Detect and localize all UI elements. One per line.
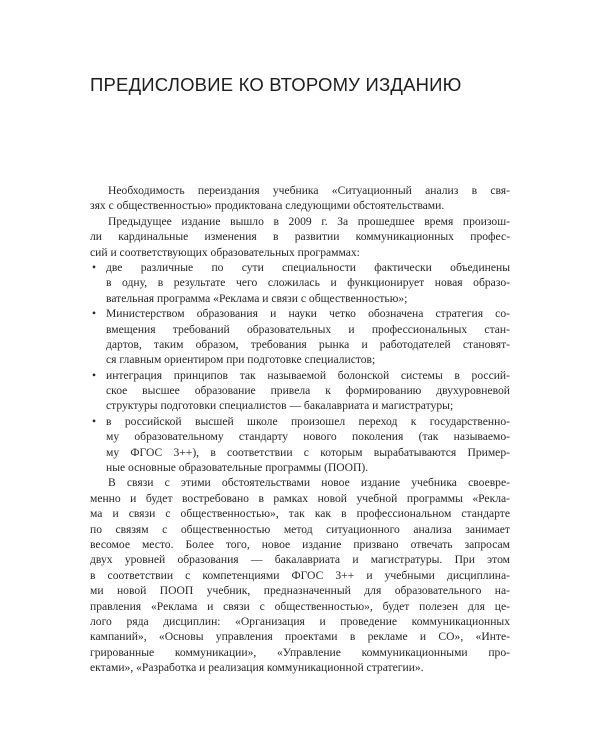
text-line: ные основные образовательные программы (ПООП).	[106, 461, 369, 475]
text-line: вательная программа «Реклама и связи с общественностью»;	[106, 291, 408, 305]
text-line: менно и будет востребовано в рамках новой учебной программы «Рекла-	[90, 491, 510, 505]
text-line: сий и соответствующих образовательных программах:	[90, 245, 360, 259]
text-line: весомое место. Более того, новое издание призвано отвечать запросам	[90, 537, 510, 551]
bullet-icon: •	[92, 260, 97, 274]
text-line: ли кардинальные изменения в развитии коммуникационных профес-	[90, 230, 510, 244]
chapter-heading: ПРЕДИСЛОВИЕ КО ВТОРОМУ ИЗДАНИЮ	[90, 74, 462, 95]
bullet-item	[90, 260, 510, 306]
text-line: двух уровней образования — бакалавриата и магистратуры. При этом	[90, 553, 510, 567]
text-line: му образовательному стандарту нового поколения (так называемо-	[106, 430, 510, 444]
paragraph-2	[90, 214, 510, 260]
text-line: кампаний», «Основы управления проектами в рекламе и СО», «Инте-	[90, 630, 510, 644]
text-line: в российской высшей школе произошел переход к государственно-	[106, 414, 510, 428]
text-line: Министерством образования и науки четко обозначена стратегия со-	[106, 307, 510, 321]
text-line: интеграция принципов так называемой болонской системы в россий-	[106, 368, 510, 382]
text-line: грированные коммуникации», «Управление коммуникационными про-	[90, 645, 510, 659]
text-line: две различные по сути специальности фактически объединены	[106, 260, 510, 274]
text-line: Необходимость переиздания учебника «Ситуационный анализ в свя-	[108, 184, 510, 197]
text-line: правления «Реклама и связи с общественностью», будет полезен для це-	[90, 599, 510, 613]
text-line: дартов, таким образом, требования рынка и работодателей становят-	[106, 337, 510, 351]
bullet-item	[90, 306, 510, 368]
bullet-item	[90, 368, 510, 414]
text-line: В связи с этими обстоятельствами новое издание учебника своевре-	[108, 476, 510, 490]
text-line: структуры подготовки специалистов — бакалавриата и магистратуры;	[106, 399, 454, 413]
text-line: в соответствии с компетенциями ФГОС 3++ и учебными дисциплина-	[90, 568, 510, 582]
text-line: ми новой ПООП учебник, предназначенный для образовательного на-	[90, 584, 510, 598]
text-line: ское высшее образование привела к формированию двухуровневой	[106, 384, 510, 398]
text-line: Предыдущее издание вышло в 2009 г. За прошедшее время произош-	[108, 214, 510, 228]
bullet-icon: •	[92, 414, 97, 428]
text-line: зях с общественностью» продиктована следующими обстоятельствами.	[90, 199, 445, 213]
bullet-icon: •	[92, 368, 97, 382]
paragraph-1	[90, 183, 510, 214]
bullet-item	[90, 414, 510, 476]
text-line: лого ряда дисциплин: «Организация и проведение коммуникационных	[90, 614, 510, 628]
text-line: по связям с общественностью метод ситуационного анализа занимает	[90, 522, 510, 536]
body-text	[90, 183, 510, 676]
paragraph-3	[90, 475, 510, 675]
bullet-icon: •	[92, 307, 97, 321]
text-line: в одну, в результате чего сложилась и функционирует новая образо-	[106, 276, 510, 290]
text-line: вмещения требований образовательных и профессиональных стан-	[106, 322, 510, 336]
text-line: ся главным ориентиром при подготовке специалистов;	[106, 353, 376, 367]
text-line: му ФГОС 3++), в соответствии с которым вырабатываются Пример-	[106, 445, 510, 459]
text-line: ма и связи с общественностью», так как в профессиональном стандарте	[90, 507, 510, 521]
text-line: ектами», «Разработка и реализация коммуникационной стратегии».	[90, 661, 424, 675]
